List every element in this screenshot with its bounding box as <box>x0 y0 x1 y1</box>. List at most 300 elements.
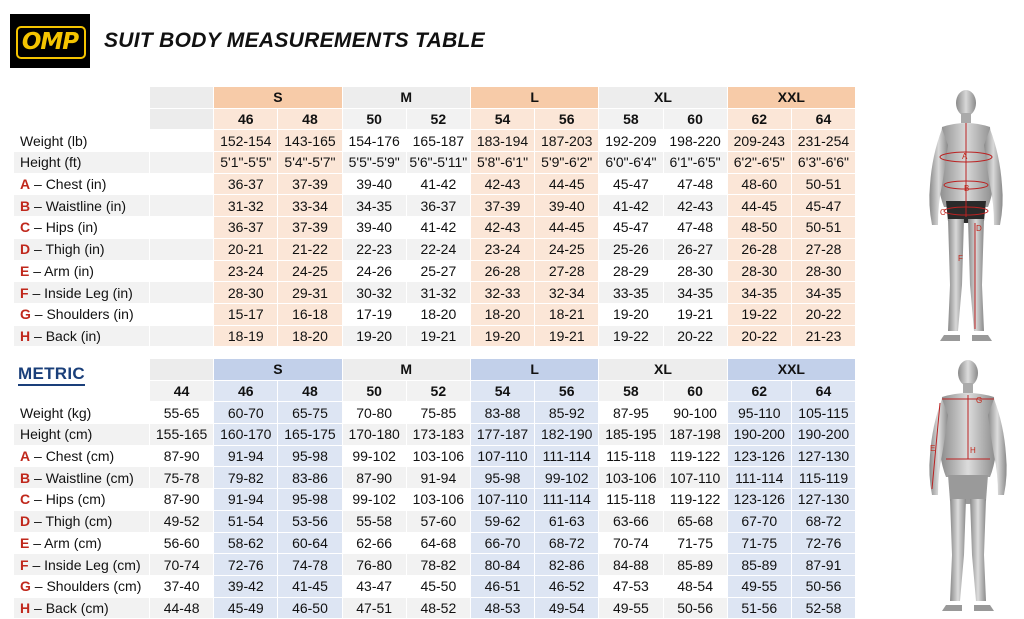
measurement-value: 19-20 <box>599 303 663 325</box>
measurement-value: 31-32 <box>406 282 470 304</box>
size-54: 54 <box>470 108 534 130</box>
measurement-value: 71-75 <box>727 532 791 554</box>
empty-cell <box>150 152 214 174</box>
measurement-value: 44-48 <box>150 597 214 619</box>
row-label <box>14 325 150 347</box>
measurement-name: – Chest (cm) <box>30 448 115 465</box>
omp-logo <box>10 14 90 68</box>
measurement-value: 46-50 <box>278 597 342 619</box>
measurement-value: 75-85 <box>406 402 470 424</box>
size-62: 62 <box>727 108 791 130</box>
size-46: 46 <box>214 380 278 402</box>
measurement-value: 70-74 <box>599 532 663 554</box>
measurement-value: 72-76 <box>214 554 278 576</box>
metric-size-group-row <box>14 359 856 380</box>
size-56: 56 <box>535 108 599 130</box>
measurement-value: 49-55 <box>727 575 791 597</box>
measurement-value: 19-21 <box>663 303 727 325</box>
row-label <box>14 195 150 217</box>
measurement-value: 127-130 <box>791 445 855 467</box>
measurement-value: 34-35 <box>663 282 727 304</box>
table-row <box>14 238 856 260</box>
row-label <box>14 282 150 304</box>
measurement-value: 49-54 <box>535 597 599 619</box>
measurement-value: 50-56 <box>791 575 855 597</box>
measurement-name: – Waistline (in) <box>30 197 127 214</box>
row-label <box>14 510 150 532</box>
front-label-f: F <box>958 254 963 263</box>
measurement-value: 48-52 <box>406 597 470 619</box>
empty-cell <box>150 217 214 239</box>
size-group-l: L <box>470 359 598 380</box>
measurement-value: 25-26 <box>599 238 663 260</box>
empty-cell <box>150 238 214 260</box>
measurement-value: 82-86 <box>535 554 599 576</box>
measurement-name: – Thigh (in) <box>30 241 105 258</box>
measurement-value: 64-68 <box>406 532 470 554</box>
measurement-value: 24-25 <box>278 260 342 282</box>
measurement-value: 41-42 <box>406 173 470 195</box>
measurement-code: H <box>20 599 31 616</box>
measurement-value: 95-98 <box>470 467 534 489</box>
measurement-value: 19-21 <box>535 325 599 347</box>
measurement-value: 16-18 <box>278 303 342 325</box>
measurement-value: 47-48 <box>663 217 727 239</box>
measurement-value: 45-47 <box>599 173 663 195</box>
measurement-name: Height (cm) <box>20 426 93 443</box>
size-44: 44 <box>150 380 214 402</box>
measurement-value: 154-176 <box>342 130 406 152</box>
measurement-value: 48-54 <box>663 575 727 597</box>
measurement-value: 22-23 <box>342 238 406 260</box>
measurement-value: 107-110 <box>663 467 727 489</box>
measurement-value: 44-45 <box>535 173 599 195</box>
measurement-value: 23-24 <box>470 238 534 260</box>
measurement-value: 41-42 <box>406 217 470 239</box>
measurement-value: 26-28 <box>470 260 534 282</box>
measurement-value: 95-98 <box>278 489 342 511</box>
measurement-value: 19-21 <box>406 325 470 347</box>
measurement-value: 62-66 <box>342 532 406 554</box>
measurement-value: 49-52 <box>150 510 214 532</box>
table-row <box>14 195 856 217</box>
measurement-value: 27-28 <box>535 260 599 282</box>
measurement-value: 119-122 <box>663 489 727 511</box>
size-group-xl: XL <box>599 87 727 108</box>
measurement-value: 105-115 <box>791 402 855 424</box>
measurement-value: 39-40 <box>535 195 599 217</box>
imperial-size-row <box>14 108 856 130</box>
empty-cell <box>150 130 214 152</box>
measurement-value: 18-21 <box>535 303 599 325</box>
front-body-svg <box>918 85 1018 343</box>
measurement-value: 198-220 <box>663 130 727 152</box>
measurement-value: 24-25 <box>535 238 599 260</box>
measurement-value: 48-60 <box>727 173 791 195</box>
measurement-value: 72-76 <box>791 532 855 554</box>
measurement-value: 84-88 <box>599 554 663 576</box>
measurement-value: 173-183 <box>406 424 470 446</box>
measurement-value: 46-51 <box>470 575 534 597</box>
measurement-value: 41-42 <box>599 195 663 217</box>
measurement-value: 45-50 <box>406 575 470 597</box>
measurement-value: 91-94 <box>214 445 278 467</box>
measurement-value: 34-35 <box>727 282 791 304</box>
measurement-value: 119-122 <box>663 445 727 467</box>
measurement-value: 39-40 <box>342 217 406 239</box>
measurement-value: 66-70 <box>470 532 534 554</box>
measurement-value: 33-34 <box>278 195 342 217</box>
measurement-value: 53-56 <box>278 510 342 532</box>
measurement-code: G <box>20 578 31 595</box>
back-label-g: G <box>976 396 983 405</box>
table-row <box>14 152 856 174</box>
measurement-value: 45-49 <box>214 597 278 619</box>
measurement-code: C <box>20 491 31 508</box>
measurement-value: 19-20 <box>470 325 534 347</box>
measurement-value: 111-114 <box>535 445 599 467</box>
measurement-value: 70-74 <box>150 554 214 576</box>
measurement-value: 111-114 <box>727 467 791 489</box>
row-label <box>14 173 150 195</box>
measurement-value: 47-51 <box>342 597 406 619</box>
measurement-value: 20-22 <box>791 303 855 325</box>
measurement-value: 127-130 <box>791 489 855 511</box>
table-row <box>14 575 856 597</box>
measurement-value: 57-60 <box>406 510 470 532</box>
size-62: 62 <box>727 380 791 402</box>
measurement-name: – Shoulders (cm) <box>30 578 142 595</box>
header-spacer <box>14 380 150 402</box>
size-48: 48 <box>278 380 342 402</box>
measurement-value: 143-165 <box>278 130 342 152</box>
table-row <box>14 282 856 304</box>
measurement-name: – Thigh (cm) <box>30 513 113 530</box>
measurement-value: 26-28 <box>727 238 791 260</box>
measurement-value: 103-106 <box>406 445 470 467</box>
measurement-code: B <box>20 469 31 486</box>
measurement-value: 87-90 <box>150 489 214 511</box>
measurement-value: 107-110 <box>470 489 534 511</box>
measurement-value: 75-78 <box>150 467 214 489</box>
measurement-value: 39-40 <box>342 173 406 195</box>
measurement-value: 26-27 <box>663 238 727 260</box>
measurement-value: 23-24 <box>214 260 278 282</box>
measurement-value: 91-94 <box>406 467 470 489</box>
table-row <box>14 325 856 347</box>
measurement-value: 48-53 <box>470 597 534 619</box>
table-row <box>14 554 856 576</box>
empty-cell <box>150 282 214 304</box>
row-label <box>14 575 150 597</box>
measurement-value: 6'1"-6'5" <box>663 152 727 174</box>
measurement-value: 87-95 <box>599 402 663 424</box>
measurement-value: 27-28 <box>791 238 855 260</box>
measurement-value: 177-187 <box>470 424 534 446</box>
measurement-value: 28-29 <box>599 260 663 282</box>
measurement-value: 30-32 <box>342 282 406 304</box>
measurement-code: D <box>20 513 31 530</box>
measurement-value: 187-198 <box>663 424 727 446</box>
measurement-value: 47-48 <box>663 173 727 195</box>
header-spacer <box>150 87 214 108</box>
measurement-value: 37-40 <box>150 575 214 597</box>
measurement-value: 192-209 <box>599 130 663 152</box>
imperial-table <box>14 87 856 347</box>
measurement-value: 22-24 <box>406 238 470 260</box>
back-label-e: E <box>930 444 936 453</box>
size-54: 54 <box>470 380 534 402</box>
table-row <box>14 532 856 554</box>
measurement-code: B <box>20 197 31 214</box>
measurement-value: 20-21 <box>214 238 278 260</box>
measurement-value: 45-47 <box>791 195 855 217</box>
table-row <box>14 467 856 489</box>
front-label-a: A <box>962 152 968 161</box>
measurement-value: 187-203 <box>535 130 599 152</box>
table-row <box>14 489 856 511</box>
measurement-code: F <box>20 556 29 573</box>
measurement-value: 68-72 <box>791 510 855 532</box>
measurement-value: 44-45 <box>535 217 599 239</box>
measurement-value: 115-118 <box>599 445 663 467</box>
measurement-value: 152-154 <box>214 130 278 152</box>
measurement-value: 43-47 <box>342 575 406 597</box>
measurement-value: 170-180 <box>342 424 406 446</box>
table-row <box>14 445 856 467</box>
table-row <box>14 510 856 532</box>
size-group-m: M <box>342 87 470 108</box>
measurement-name: Weight (lb) <box>20 132 88 149</box>
measurement-value: 123-126 <box>727 445 791 467</box>
size-64: 64 <box>791 380 855 402</box>
measurement-name: – Shoulders (in) <box>30 306 134 323</box>
measurement-value: 95-110 <box>727 402 791 424</box>
measurement-value: 99-102 <box>342 489 406 511</box>
measurement-code: D <box>20 241 31 258</box>
measurement-value: 19-22 <box>599 325 663 347</box>
measurement-value: 99-102 <box>535 467 599 489</box>
empty-cell <box>150 173 214 195</box>
measurement-value: 36-37 <box>406 195 470 217</box>
row-label <box>14 238 150 260</box>
measurement-value: 29-31 <box>278 282 342 304</box>
measurement-code: H <box>20 327 31 344</box>
measurement-value: 36-37 <box>214 217 278 239</box>
measurement-value: 24-26 <box>342 260 406 282</box>
measurement-code: A <box>20 448 31 465</box>
measurement-value: 76-80 <box>342 554 406 576</box>
size-56: 56 <box>535 380 599 402</box>
measurement-value: 56-60 <box>150 532 214 554</box>
measurement-value: 28-30 <box>663 260 727 282</box>
measurement-value: 18-20 <box>470 303 534 325</box>
measurement-value: 6'2"-6'5" <box>727 152 791 174</box>
measurement-value: 45-47 <box>599 217 663 239</box>
measurement-value: 123-126 <box>727 489 791 511</box>
imperial-size-group-row <box>14 87 856 108</box>
measurement-value: 18-20 <box>278 325 342 347</box>
measurement-value: 65-68 <box>663 510 727 532</box>
measurement-value: 155-165 <box>150 424 214 446</box>
size-46: 46 <box>214 108 278 130</box>
size-group-xxl: XXL <box>727 359 855 380</box>
measurement-value: 91-94 <box>214 489 278 511</box>
table-row <box>14 597 856 619</box>
measurement-value: 115-118 <box>599 489 663 511</box>
table-row <box>14 402 856 424</box>
measurement-value: 50-56 <box>663 597 727 619</box>
front-label-b: B <box>964 184 970 193</box>
row-label <box>14 152 150 174</box>
measurement-value: 90-100 <box>663 402 727 424</box>
measurement-name: – Arm (in) <box>29 262 94 279</box>
measurement-value: 21-23 <box>791 325 855 347</box>
table-row <box>14 424 856 446</box>
empty-cell <box>150 325 214 347</box>
measurement-value: 52-58 <box>791 597 855 619</box>
size-50: 50 <box>342 380 406 402</box>
measurement-value: 5'4"-5'7" <box>278 152 342 174</box>
empty-cell <box>150 195 214 217</box>
measurement-value: 60-70 <box>214 402 278 424</box>
measurement-value: 36-37 <box>214 173 278 195</box>
row-label <box>14 597 150 619</box>
header-spacer <box>14 87 150 108</box>
table-row <box>14 217 856 239</box>
measurement-value: 6'3"-6'6" <box>791 152 855 174</box>
measurement-name: – Waistline (cm) <box>30 469 134 486</box>
measurement-name: – Arm (cm) <box>29 534 102 551</box>
measurement-value: 5'9"-6'2" <box>535 152 599 174</box>
measurement-value: 87-91 <box>791 554 855 576</box>
logo-text: OMP <box>21 29 79 55</box>
row-label <box>14 532 150 554</box>
measurement-code: A <box>20 176 31 193</box>
measurement-value: 20-22 <box>727 325 791 347</box>
back-body-figure <box>918 355 1018 613</box>
measurement-value: 55-58 <box>342 510 406 532</box>
measurement-name: – Back (in) <box>30 327 101 344</box>
row-label <box>14 445 150 467</box>
table-row <box>14 130 856 152</box>
measurement-value: 28-30 <box>791 260 855 282</box>
measurement-value: 19-22 <box>727 303 791 325</box>
measurement-value: 50-51 <box>791 217 855 239</box>
size-group-xl: XL <box>599 359 727 380</box>
measurement-value: 5'5"-5'9" <box>342 152 406 174</box>
measurement-value: 231-254 <box>791 130 855 152</box>
measurement-value: 41-45 <box>278 575 342 597</box>
measurement-value: 59-62 <box>470 510 534 532</box>
metric-section-label: METRIC <box>18 364 85 386</box>
measurement-code: E <box>20 534 30 551</box>
size-group-m: M <box>342 359 470 380</box>
measurement-value: 49-55 <box>599 597 663 619</box>
measurement-value: 5'8"-6'1" <box>470 152 534 174</box>
measurement-value: 39-42 <box>214 575 278 597</box>
measurement-value: 99-102 <box>342 445 406 467</box>
measurement-value: 83-88 <box>470 402 534 424</box>
measurement-code: C <box>20 219 31 236</box>
measurement-value: 47-53 <box>599 575 663 597</box>
measurement-value: 115-119 <box>791 467 855 489</box>
measurement-value: 5'6"-5'11" <box>406 152 470 174</box>
measurement-value: 70-80 <box>342 402 406 424</box>
measurement-value: 19-20 <box>342 325 406 347</box>
measurement-value: 44-45 <box>727 195 791 217</box>
measurement-value: 83-86 <box>278 467 342 489</box>
measurement-value: 50-51 <box>791 173 855 195</box>
row-label <box>14 467 150 489</box>
empty-cell <box>150 303 214 325</box>
measurement-value: 46-52 <box>535 575 599 597</box>
measurement-value: 190-200 <box>791 424 855 446</box>
measurement-value: 55-65 <box>150 402 214 424</box>
measurement-value: 182-190 <box>535 424 599 446</box>
table-row <box>14 173 856 195</box>
measurement-name: Weight (kg) <box>20 404 92 421</box>
measurement-value: 111-114 <box>535 489 599 511</box>
measurement-value: 20-22 <box>663 325 727 347</box>
measurement-value: 5'1"-5'5" <box>214 152 278 174</box>
measurement-value: 28-30 <box>214 282 278 304</box>
measurement-value: 95-98 <box>278 445 342 467</box>
size-58: 58 <box>599 380 663 402</box>
measurement-value: 85-89 <box>727 554 791 576</box>
measurement-value: 185-195 <box>599 424 663 446</box>
measurement-value: 37-39 <box>470 195 534 217</box>
row-label <box>14 260 150 282</box>
page-title: SUIT BODY MEASUREMENTS TABLE <box>104 29 485 52</box>
measurement-value: 42-43 <box>470 173 534 195</box>
front-label-d: D <box>976 224 982 233</box>
measurement-name: Height (ft) <box>20 154 82 171</box>
measurement-value: 32-34 <box>535 282 599 304</box>
measurement-value: 37-39 <box>278 173 342 195</box>
measurement-value: 165-187 <box>406 130 470 152</box>
measurement-value: 85-89 <box>663 554 727 576</box>
row-label <box>14 424 150 446</box>
size-group-s: S <box>214 87 342 108</box>
size-group-l: L <box>470 87 598 108</box>
measurement-value: 60-64 <box>278 532 342 554</box>
measurement-value: 32-33 <box>470 282 534 304</box>
measurement-value: 34-35 <box>791 282 855 304</box>
measurement-value: 107-110 <box>470 445 534 467</box>
measurement-value: 79-82 <box>214 467 278 489</box>
measurement-value: 71-75 <box>663 532 727 554</box>
size-64: 64 <box>791 108 855 130</box>
header-spacer <box>14 359 150 380</box>
measurement-value: 28-30 <box>727 260 791 282</box>
measurement-value: 17-19 <box>342 303 406 325</box>
measurement-value: 34-35 <box>342 195 406 217</box>
measurement-value: 31-32 <box>214 195 278 217</box>
header-spacer <box>14 108 150 130</box>
measurement-code: E <box>20 262 30 279</box>
measurement-value: 103-106 <box>599 467 663 489</box>
measurement-value: 51-56 <box>727 597 791 619</box>
measurement-value: 65-75 <box>278 402 342 424</box>
measurement-value: 78-82 <box>406 554 470 576</box>
row-label <box>14 303 150 325</box>
measurement-value: 58-62 <box>214 532 278 554</box>
back-label-h: H <box>970 446 976 455</box>
metric-size-row <box>14 380 856 402</box>
row-label <box>14 402 150 424</box>
measurement-name: – Back (cm) <box>30 599 109 616</box>
